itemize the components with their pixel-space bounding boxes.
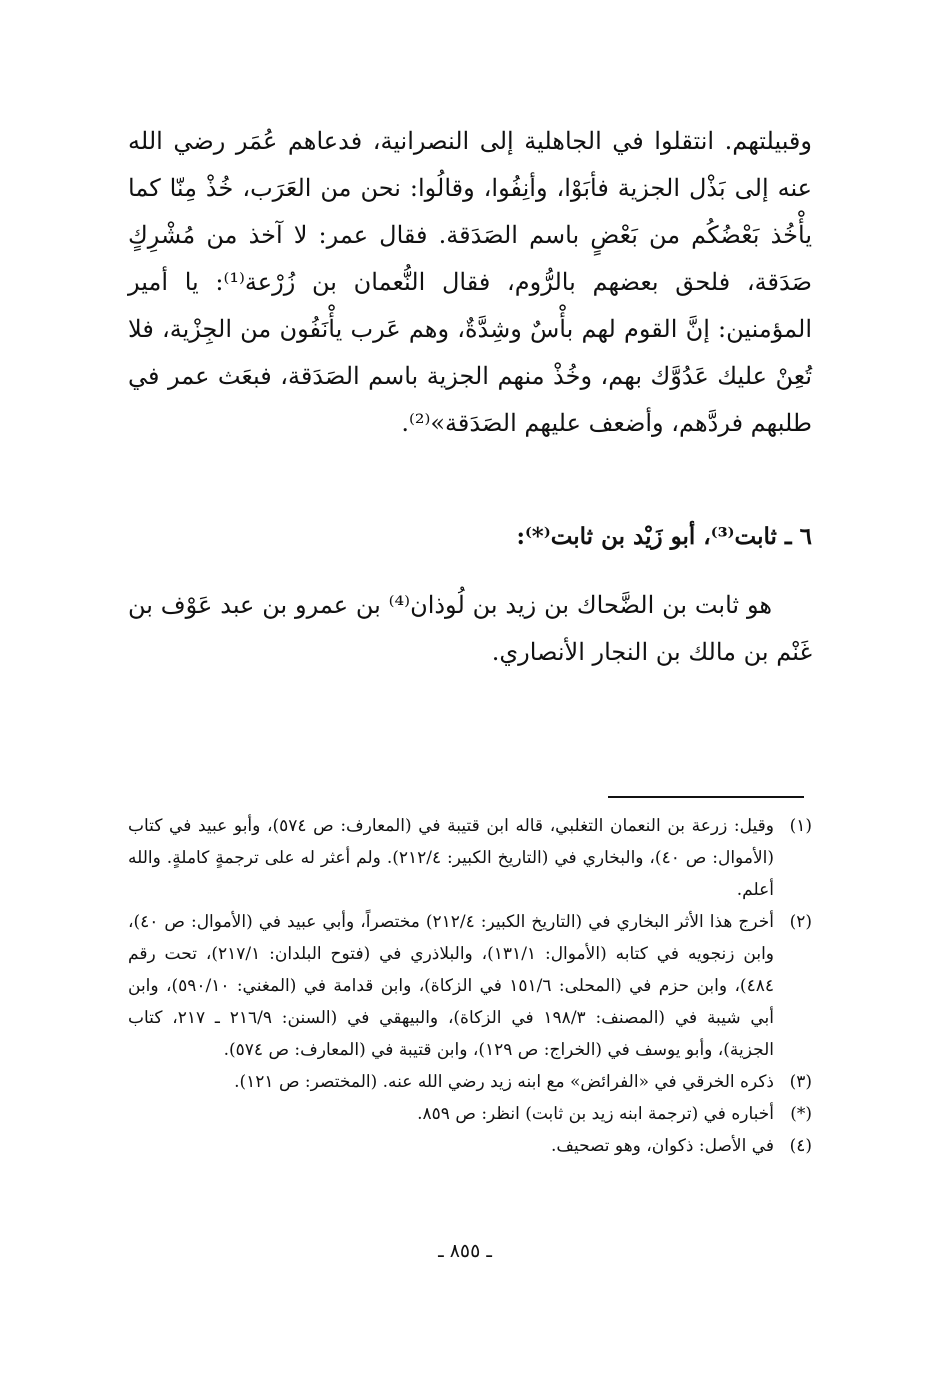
- footnote-text: أخرج هذا الأثر البخاري في (التاريخ الكبير: ٢١٢/٤) مختصراً، وأبي عبيد في (الأموال: ص ٤٠)، وابن زنجويه في كتابه (الأموال: ١٣١/١)، والبلاذري في (فتوح البلدان: ٢١٧/١)، تحت رقم ٤٨٤)، وابن حزم في (المحلى: ١٥١/٦ في الزكاة)، وابن قدامة في (المغني: ٥٩٠/١٠)، وابن أبي شيبة في (المصنف: ١٩٨/٣ في الزكاة)، والبيهقي في (السنن: ٢١٦/٩ ـ ٢١٧، كتاب الجزية)، وأبو يوسف في (الخراج: ص ١٢٩)، وابن قتيبة في (المعارف: ص ٥٧٤).: [128, 912, 774, 1060]
- footnote-marker: (٤): [789, 1136, 812, 1156]
- section-paragraph: هو ثابت بن الضَّحاك بن زيد بن لُوذان⁽⁴⁾ بن عمرو بن عبد عَوْف بن غَنْم بن مالك بن النجار الأنصاري.: [128, 591, 812, 666]
- footnote-marker: (*): [790, 1104, 812, 1124]
- footnote-item: [128, 906, 812, 1066]
- footnote-item: [128, 810, 812, 906]
- footnote-text: ذكره الخرقي في «الفرائض» مع ابنه زيد رضي الله عنه. (المختصر: ص ١٢١).: [234, 1072, 774, 1092]
- footnote-marker: (٢): [789, 912, 812, 932]
- section-heading: ٦ ـ ثابت⁽³⁾، أبو زَيْد بن ثابت⁽*⁾:: [516, 523, 812, 550]
- footnote-item: [128, 1130, 812, 1162]
- footnote-item: [128, 1098, 812, 1130]
- main-text-block: [128, 118, 812, 447]
- section-body: [128, 582, 812, 676]
- footnote-item: [128, 1066, 812, 1098]
- main-paragraph: وقبيلتهم. انتقلوا في الجاهلية إلى النصرانية، فدعاهم عُمَر رضي الله عنه إلى بَذْل الجزية فأبَوْا، وأنِفُوا، وقالُوا: نحن من العَرَب، خُذْ مِنّا كما يأْخُذ بَعْضُكُم من بَعْضٍ باسم الصَدَقة. فقال عمر: لا آخذ من مُشْرِكٍ صَدَقة، فلحق بعضهم بالرُّوم، فقال النُّعمان بن زُرْعة⁽¹⁾: يا أمير المؤمنين: إنَّ القوم لهم بأْسٌ وشِدَّةٌ، وهم عَرب يأْنَفُون من الجِزْية، فلا تُعِنْ عليك عَدُوَّك بهم، وخُذْ منهم الجزية باسم الصَدَقة، فبعَث عمر في طلبهم فردَّهم، وأضعف عليهم الصَدَقة»⁽²⁾.: [128, 127, 813, 437]
- footnotes-list: [128, 810, 812, 1162]
- footnote-text: في الأصل: ذكوان، وهو تصحيف.: [550, 1136, 774, 1156]
- footnote-text: أخباره في (ترجمة ابنه زيد بن ثابت) انظر: ص ٨٥٩.: [417, 1104, 774, 1124]
- footnote-divider: [608, 796, 804, 798]
- page-number: ـ ٨٥٥ ـ: [438, 1240, 492, 1262]
- footnote-marker: (٣): [789, 1072, 812, 1092]
- footnote-marker: (١): [789, 816, 812, 836]
- footnote-text: وقيل: زرعة بن النعمان التغلبي، قاله ابن قتيبة في (المعارف: ص ٥٧٤)، وأبو عبيد في كتاب (الأموال: ص ٤٠)، والبخاري في (التاريخ الكبير: ٢١٢/٤). ولم أعثر له على ترجمةٍ كاملةٍ. والله أعلم.: [128, 816, 774, 900]
